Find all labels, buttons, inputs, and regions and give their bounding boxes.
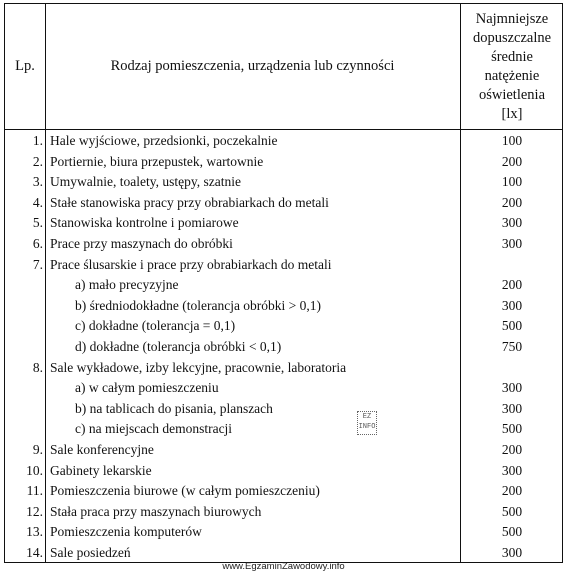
header-room-type: Rodzaj pomieszczenia, urządzenia lub czynności xyxy=(110,58,395,74)
table-row xyxy=(5,440,564,461)
row-room-type: Stała praca przy maszynach biurowych xyxy=(50,503,262,519)
table-row xyxy=(5,502,564,523)
table-row xyxy=(5,234,564,255)
header-illuminance-line: natężenie xyxy=(484,67,540,84)
table-row xyxy=(5,337,564,358)
table-row xyxy=(5,358,564,379)
row-illuminance-value: 500 xyxy=(501,318,523,334)
table-row xyxy=(5,481,564,502)
row-illuminance-value: 300 xyxy=(501,462,523,478)
header-illuminance-line: dopuszczalne xyxy=(472,29,552,46)
row-room-type: Stałe stanowiska pracy przy obrabiarkach do metali xyxy=(50,194,329,210)
row-room-type: Pomieszczenia biurowe (w całym pomieszczeniu) xyxy=(50,483,320,499)
table-row xyxy=(5,193,564,214)
table-row xyxy=(5,378,564,399)
row-number: 14. xyxy=(26,545,43,560)
illuminance-table xyxy=(4,3,563,563)
row-room-type: c) na miejscach demonstracji xyxy=(75,421,233,437)
row-room-type: Sale posiedzeń xyxy=(50,545,131,560)
row-room-type: Stanowiska kontrolne i pomiarowe xyxy=(50,215,239,231)
row-illuminance-value: 200 xyxy=(501,153,523,169)
row-room-type: c) dokładne (tolerancja = 0,1) xyxy=(75,318,236,334)
table-row xyxy=(5,152,564,173)
row-room-type: Umywalnie, toalety, ustępy, szatnie xyxy=(50,174,241,190)
row-room-type: Pomieszczenia komputerów xyxy=(50,524,202,540)
row-room-type: a) mało precyzyjne xyxy=(75,277,179,293)
row-illuminance-value: 100 xyxy=(501,133,523,148)
header-illuminance xyxy=(460,4,564,129)
row-number: 8. xyxy=(32,359,43,375)
row-room-type: Hale wyjściowe, przedsionki, poczekalnie xyxy=(50,133,278,148)
table-row xyxy=(5,419,564,440)
row-illuminance-value: 300 xyxy=(501,400,523,416)
table-row xyxy=(5,172,564,193)
table-row xyxy=(5,461,564,482)
header-illuminance-line: [lx] xyxy=(501,105,523,122)
row-number: 11. xyxy=(26,483,43,499)
header-illuminance-line: Najmniejsze xyxy=(475,10,549,27)
row-number: 3. xyxy=(32,174,43,190)
row-illuminance-value: 200 xyxy=(501,442,523,457)
row-illuminance-value: 300 xyxy=(501,215,523,231)
row-illuminance-value: 300 xyxy=(501,236,523,251)
row-number: 13. xyxy=(26,524,43,540)
table-row xyxy=(5,255,564,276)
row-illuminance-value: 500 xyxy=(501,421,523,437)
row-room-type: a) w całym pomieszczeniu xyxy=(75,380,219,396)
row-number: 9. xyxy=(32,442,43,457)
row-illuminance-value: 200 xyxy=(501,194,523,210)
row-illuminance-value: 100 xyxy=(501,174,523,190)
info-stamp-icon: EZ INFO xyxy=(357,411,377,435)
header-illuminance-line: średnie xyxy=(491,48,533,65)
row-illuminance-value: 500 xyxy=(501,524,523,540)
row-illuminance-value: 200 xyxy=(501,483,523,499)
row-number: 4. xyxy=(32,194,43,210)
row-room-type: Prace ślusarskie i prace przy obrabiarkach do metali xyxy=(50,256,332,272)
row-room-type: d) dokładne (tolerancja obróbki < 0,1) xyxy=(75,339,282,354)
table-row xyxy=(5,131,564,152)
row-room-type: Sale wykładowe, izby lekcyjne, pracownie, laboratoria xyxy=(50,359,347,375)
table-row xyxy=(5,213,564,234)
row-room-type: Portiernie, biura przepustek, wartownie xyxy=(50,153,264,169)
row-number: 10. xyxy=(26,462,43,478)
row-illuminance-value: 500 xyxy=(501,503,523,519)
row-illuminance-value: 200 xyxy=(501,277,523,293)
row-room-type: Sale konferencyjne xyxy=(50,442,154,457)
row-room-type: Gabinety lekarskie xyxy=(50,462,152,478)
header-illuminance-line: oświetlenia xyxy=(478,86,546,103)
watermark: www.EgzaminZawodowy.info xyxy=(222,561,345,572)
row-room-type: b) na tablicach do pisania, planszach xyxy=(75,400,273,416)
row-number: 5. xyxy=(32,215,43,231)
row-number: 2. xyxy=(32,153,43,169)
row-illuminance-value: 300 xyxy=(501,545,523,560)
row-illuminance-value: 300 xyxy=(501,380,523,396)
row-illuminance-value: 300 xyxy=(501,297,523,313)
row-number: 12. xyxy=(26,503,43,519)
row-illuminance-value: 750 xyxy=(501,339,523,354)
table-row xyxy=(5,522,564,543)
table-row xyxy=(5,275,564,296)
table-row xyxy=(5,296,564,317)
table-row xyxy=(5,399,564,420)
row-number: 1. xyxy=(32,133,43,148)
header-lp: Lp. xyxy=(15,58,35,74)
row-room-type: b) średniodokładne (tolerancja obróbki > 0,1) xyxy=(75,297,322,313)
row-room-type: Prace przy maszynach do obróbki xyxy=(50,236,233,251)
header-divider xyxy=(5,129,562,130)
row-number: 7. xyxy=(32,256,43,272)
row-number: 6. xyxy=(32,236,43,251)
table-row xyxy=(5,316,564,337)
